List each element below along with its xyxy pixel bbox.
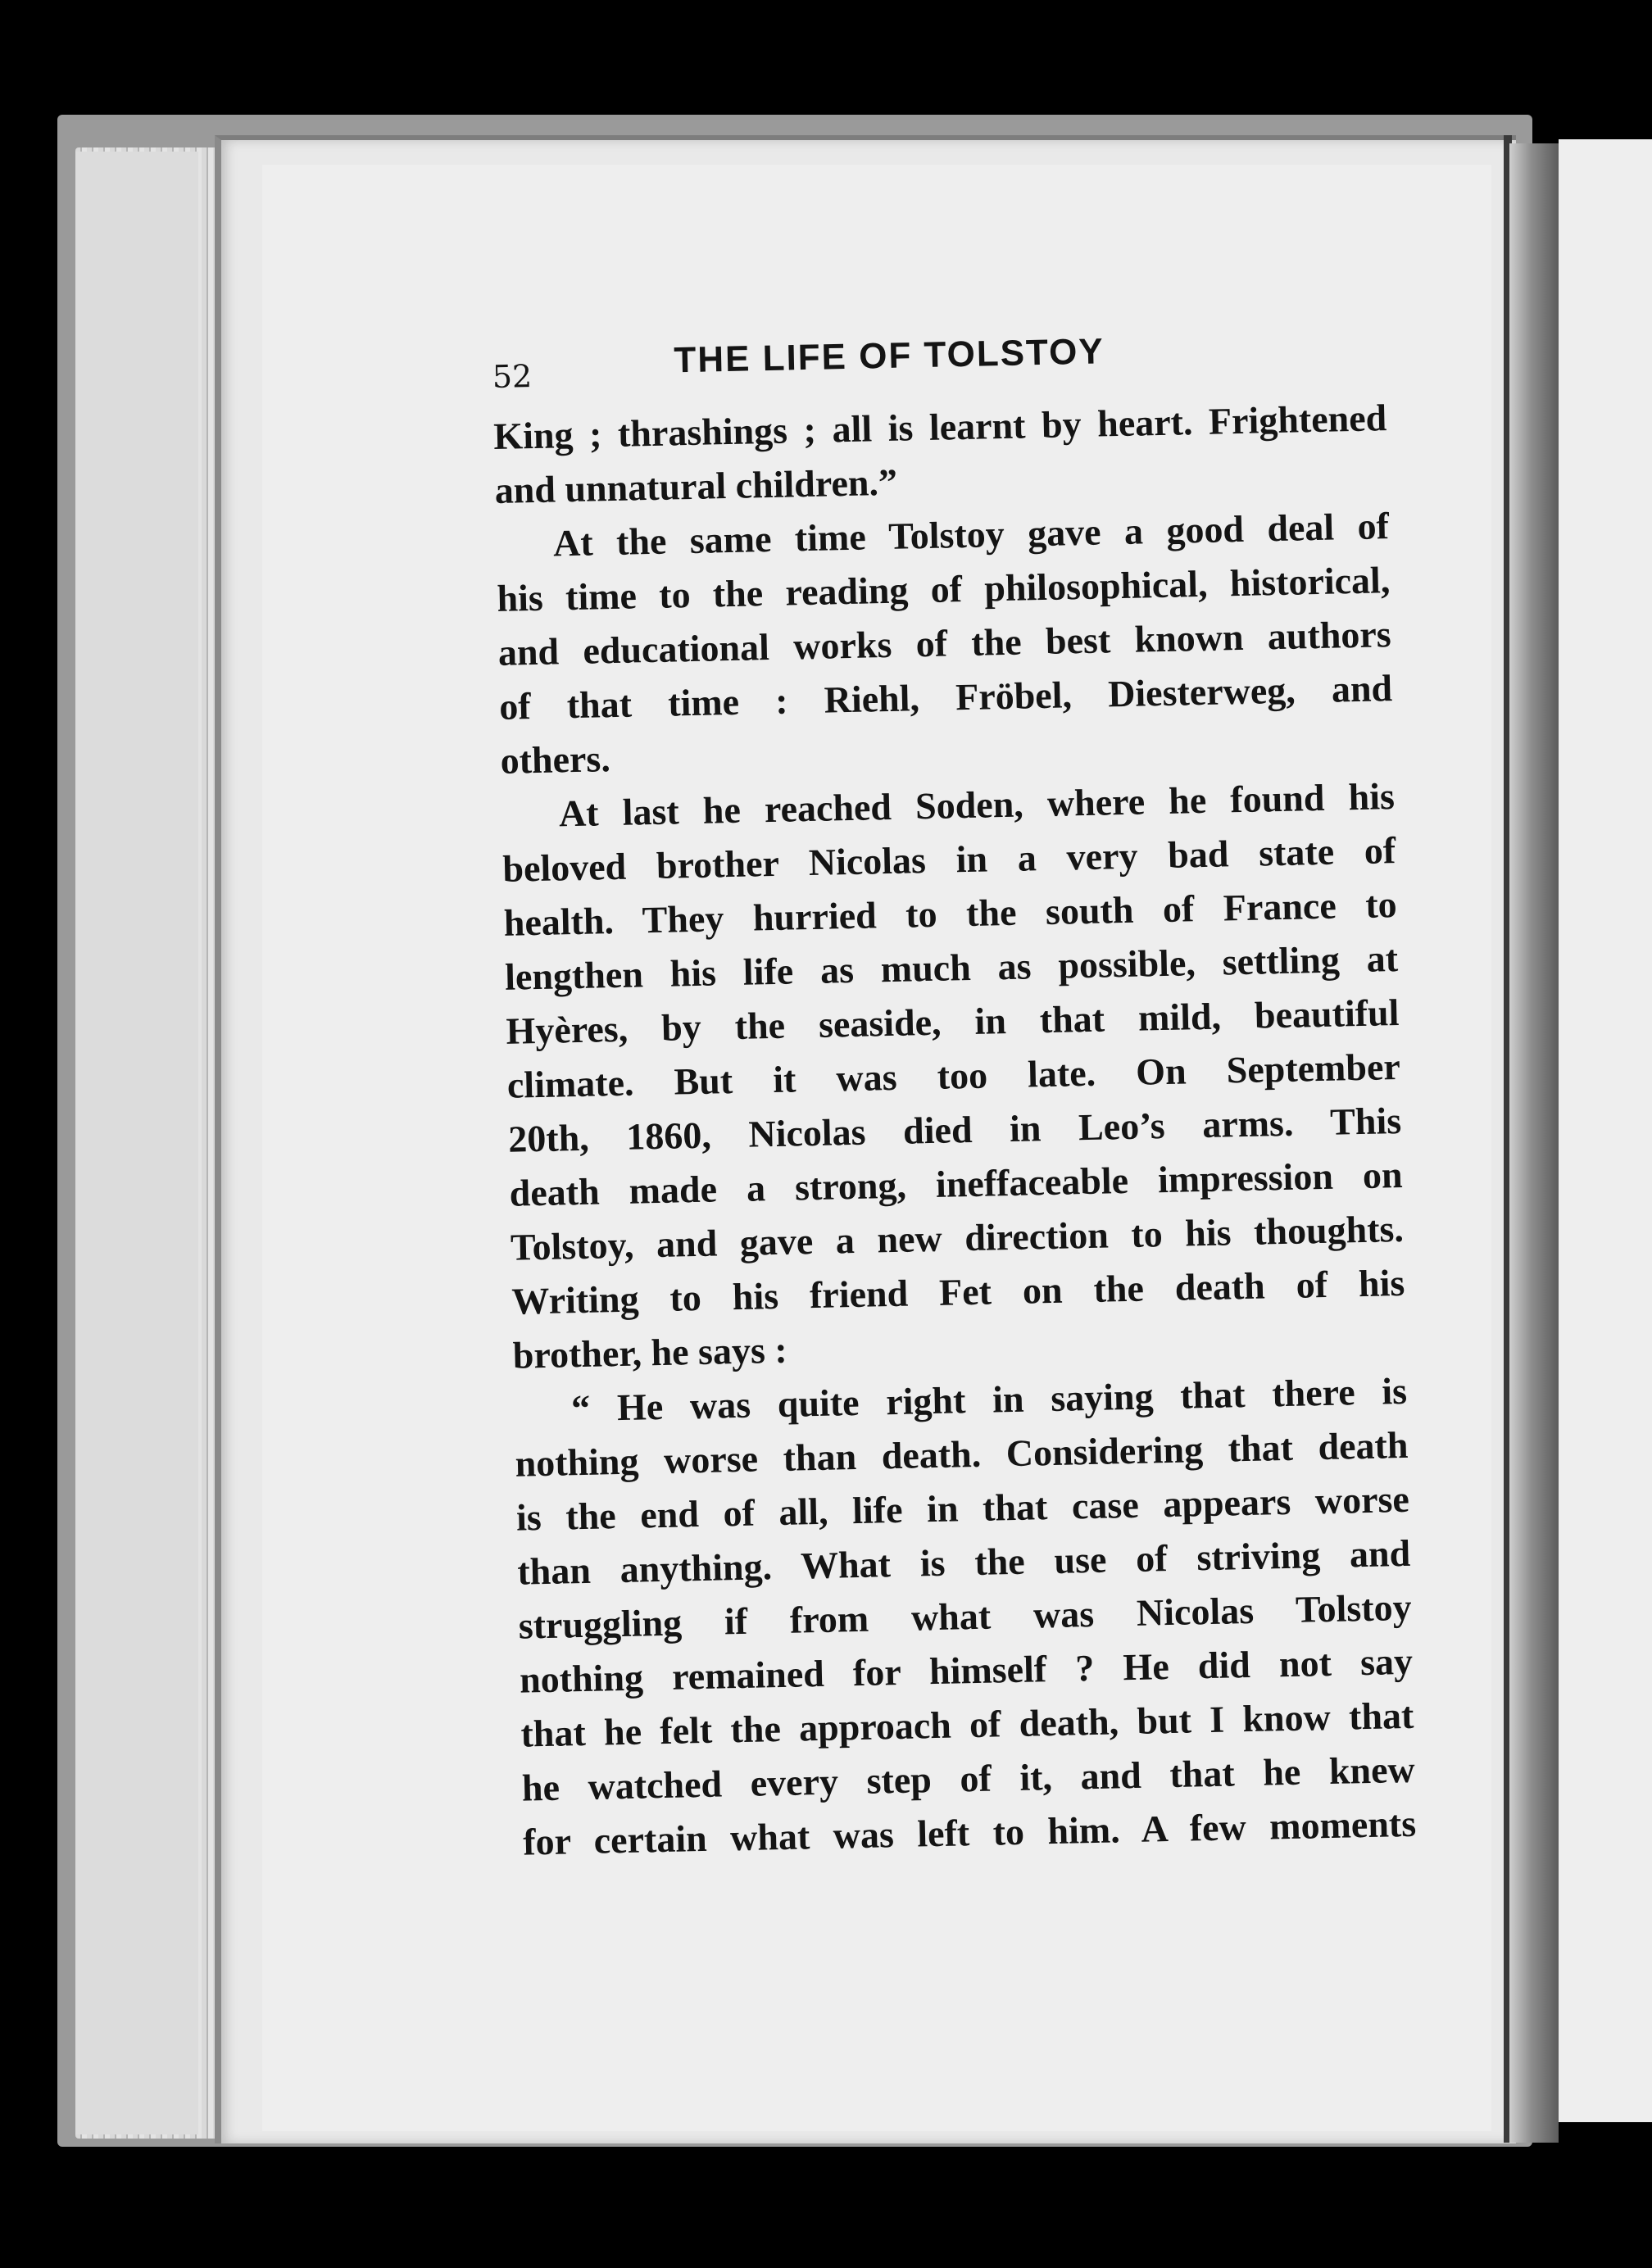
text-line: of that time : Riehl, Fröbel, Diesterweg, and bbox=[498, 667, 1393, 728]
text-line: Tolstoy, and gave a new direction to his thoughts. bbox=[510, 1207, 1405, 1268]
text-line: climate. But it was too late. On September bbox=[506, 1045, 1401, 1106]
text-line: and unnatural children.” bbox=[494, 460, 898, 511]
text-line: than anything. What is the use of striving and bbox=[516, 1531, 1411, 1593]
text-line: is the end of all, life in that case appears worse bbox=[515, 1477, 1410, 1539]
text-line: his time to the reading of philosophical, historical, bbox=[496, 559, 1391, 619]
text-line: health. They hurried to the south of France to bbox=[503, 883, 1398, 944]
text-line: Hyères, by the seaside, in that mild, beautiful bbox=[506, 991, 1400, 1052]
body-text bbox=[493, 391, 1417, 1869]
text-line: At the same time Tolstoy gave a good deal of bbox=[552, 505, 1390, 565]
text-line: and educational works of the best known authors bbox=[497, 613, 1392, 674]
text-line: nothing remained for himself ? He did not say bbox=[519, 1640, 1414, 1701]
text-line: King ; thrashings ; all is learnt by heart. Frightened bbox=[492, 397, 1387, 457]
text-line: he watched every step of it, and that he knew bbox=[521, 1748, 1416, 1809]
text-line: nothing worse than death. Considering that death bbox=[515, 1423, 1409, 1485]
running-title: THE LIFE OF TOLSTOY bbox=[673, 331, 1105, 381]
text-line: lengthen his life as much as possible, settling at bbox=[504, 937, 1399, 998]
text-line: others. bbox=[500, 737, 611, 782]
book-gutter bbox=[1509, 143, 1559, 2143]
text-line: “ He was quite right in saying that there is bbox=[570, 1369, 1408, 1430]
text-line: 20th, 1860, Nicolas died in Leo’s arms. This bbox=[507, 1099, 1402, 1160]
page-text-block bbox=[492, 325, 1417, 1869]
text-line: Writing to his friend Fet on the death of his bbox=[511, 1261, 1405, 1322]
text-line: beloved brother Nicolas in a very bad state of bbox=[502, 829, 1396, 890]
left-leaf bbox=[75, 152, 198, 2134]
text-line: At last he reached Soden, where he found his bbox=[558, 775, 1396, 835]
page-number: 52 bbox=[492, 357, 533, 395]
text-line: that he felt the approach of death, but I know that bbox=[520, 1694, 1414, 1755]
text-line: death made a strong, ineffaceable impression on bbox=[509, 1153, 1404, 1214]
text-line: struggling if from what was Nicolas Tolstoy bbox=[518, 1585, 1413, 1647]
text-line: brother, he says : bbox=[512, 1328, 788, 1377]
text-line: for certain what was left to him. A few moments bbox=[522, 1802, 1417, 1863]
next-page-edge bbox=[1559, 139, 1652, 2122]
